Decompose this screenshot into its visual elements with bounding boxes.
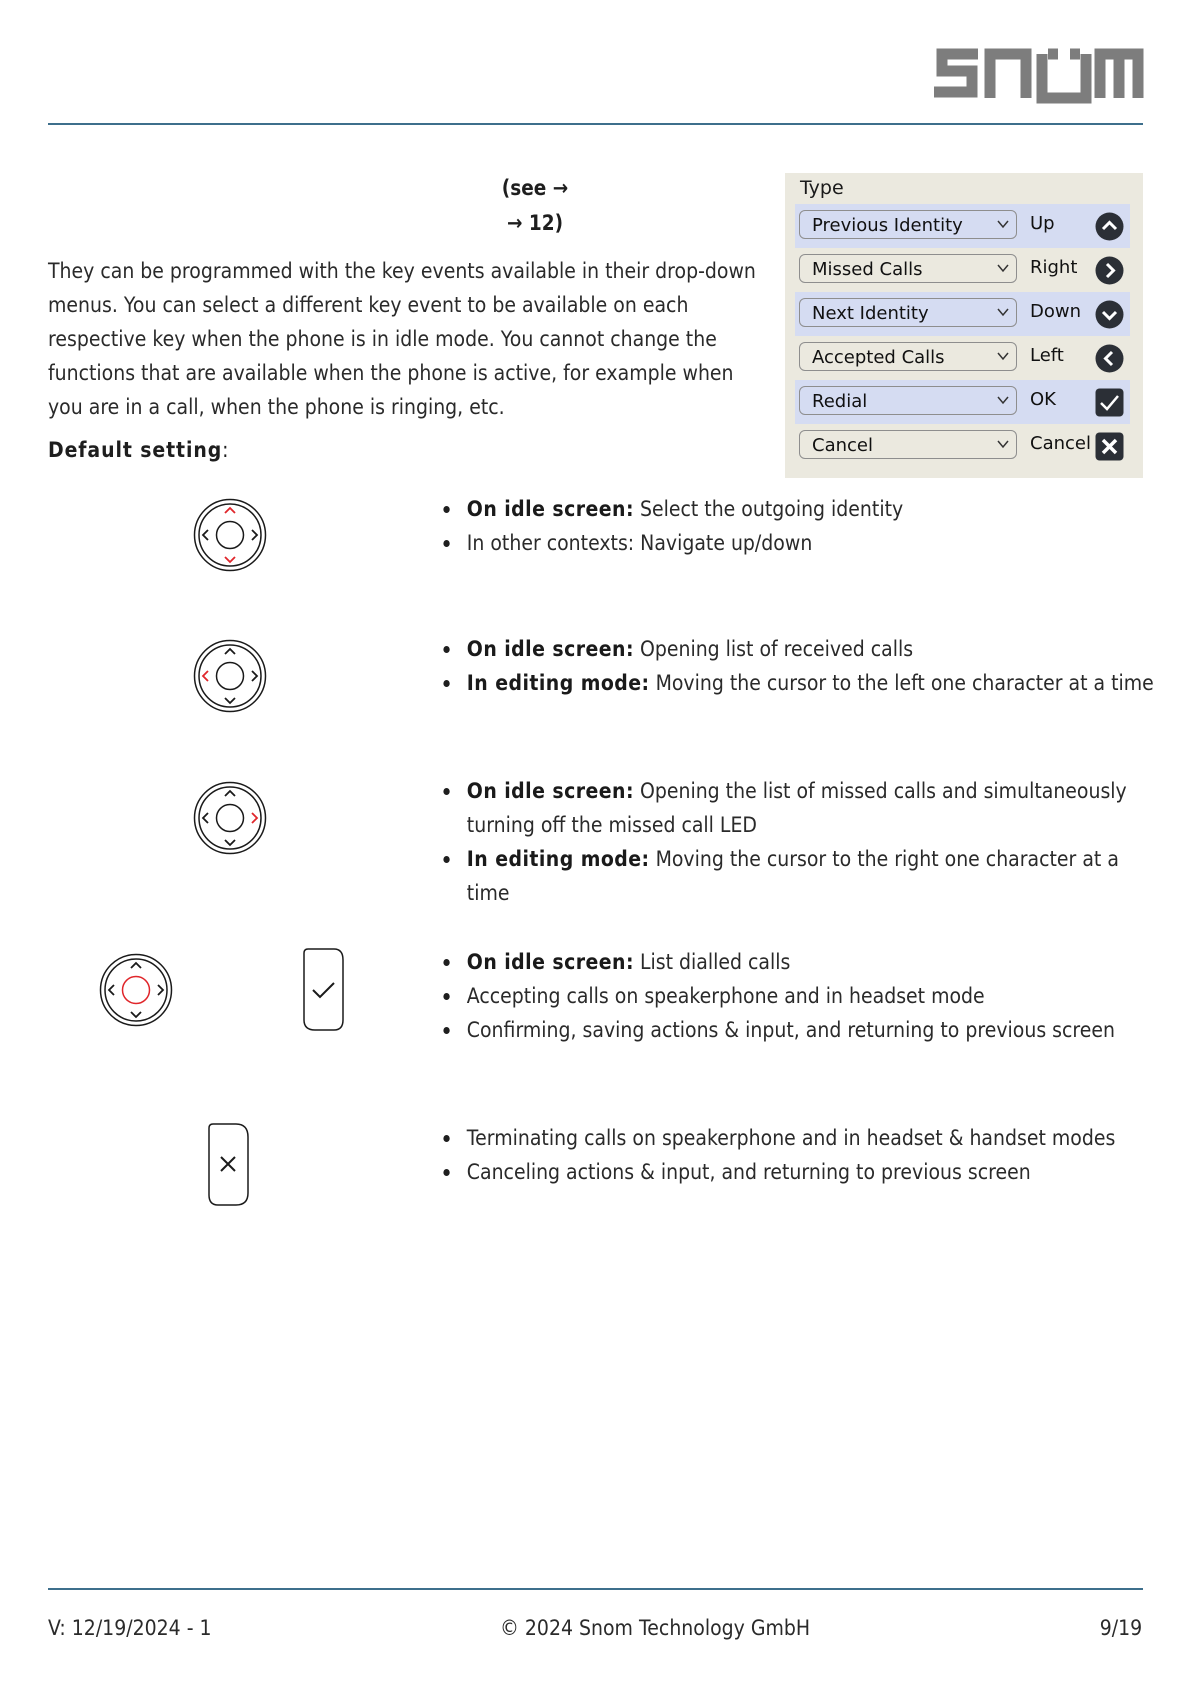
bullet-text: Opening the list of missed calls and simultaneously turning off the missed call LED (466, 779, 1127, 837)
right-key-select[interactable] (799, 254, 1017, 283)
up-key-select[interactable] (799, 210, 1017, 239)
snom-logo (930, 40, 1145, 106)
config-row-ok (795, 380, 1130, 424)
ok-key-select[interactable] (799, 386, 1017, 415)
bullet-text: List dialled calls (633, 950, 791, 974)
key-description-left (438, 632, 1158, 700)
select-value: Accepted Calls (812, 347, 945, 368)
key-label: OK (1030, 389, 1056, 410)
bullet-item (456, 666, 1158, 700)
bullet-bold: On idle screen: (466, 950, 634, 974)
cancel-key-select[interactable] (799, 430, 1017, 459)
default-setting-colon: : (222, 438, 229, 462)
bullet-text: Accepting calls on speakerphone and in headset mode (466, 984, 985, 1008)
down-arrow-circle-icon (1095, 300, 1124, 329)
default-setting-label: Default setting (48, 438, 223, 462)
see-reference-line1: (see → (501, 176, 569, 200)
bullet-item (456, 842, 1158, 910)
key-description-right (438, 774, 1158, 910)
footer-version: V: 12/19/2024 - 1 (48, 1616, 212, 1640)
bullet-text: Moving the cursor to the left one character at a time (649, 671, 1154, 695)
bullet-item (456, 1155, 1158, 1189)
config-row-cancel (795, 424, 1130, 468)
x-square-icon (1095, 432, 1124, 461)
chevron-down-icon (996, 393, 1010, 407)
left-key-select[interactable] (799, 342, 1017, 371)
bullet-item (456, 1121, 1158, 1155)
left-arrow-circle-icon (1095, 344, 1124, 373)
bullet-text: Moving the cursor to the right one character at a time (466, 847, 1119, 905)
key-label: Right (1030, 257, 1078, 278)
bullet-text: Canceling actions & input, and returning to previous screen (466, 1160, 1031, 1184)
header-rule (48, 123, 1143, 125)
footer-page-number: 9/19 (1099, 1616, 1142, 1640)
footer-copyright: © 2024 Snom Technology GmbH (500, 1616, 811, 1640)
key-label: Down (1030, 301, 1082, 322)
navigation-key-center-highlighted-icon (99, 953, 173, 1027)
bullet-item (456, 526, 1158, 560)
chevron-down-icon (996, 437, 1010, 451)
bullet-text: In other contexts: Navigate up/down (466, 531, 813, 555)
config-row-right (795, 248, 1130, 292)
bullet-text: Terminating calls on speakerphone and in headset & handset modes (466, 1126, 1116, 1150)
select-value: Missed Calls (812, 259, 923, 280)
bullet-item (456, 945, 1158, 979)
see-reference-line2: → 12) (506, 211, 564, 235)
chevron-down-icon (996, 349, 1010, 363)
chevron-down-icon (996, 261, 1010, 275)
bullet-item (456, 1013, 1158, 1047)
right-arrow-circle-icon (1095, 256, 1124, 285)
up-arrow-circle-icon (1095, 212, 1124, 241)
panel-type-label: Type (800, 177, 844, 199)
config-row-up (795, 204, 1130, 248)
bullet-item (456, 492, 1158, 526)
default-setting-heading (48, 438, 229, 462)
bullet-bold: On idle screen: (466, 637, 634, 661)
bullet-bold: On idle screen: (466, 779, 634, 803)
select-value: Next Identity (812, 303, 929, 324)
config-row-down (795, 292, 1130, 336)
key-label: Cancel (1030, 433, 1091, 454)
key-config-panel (785, 173, 1143, 478)
key-label: Up (1030, 213, 1055, 234)
navigation-key-left-highlighted-icon (193, 639, 267, 713)
cancel-x-key-icon (208, 1123, 250, 1207)
navigation-key-right-highlighted-icon (193, 781, 267, 855)
bullet-text: Confirming, saving actions & input, and returning to previous screen (466, 1018, 1116, 1042)
bullet-bold: In editing mode: (466, 671, 650, 695)
key-description-cancel (438, 1121, 1158, 1189)
down-key-select[interactable] (799, 298, 1017, 327)
config-row-left (795, 336, 1130, 380)
navigation-key-up-down-highlighted-icon (193, 498, 267, 572)
ok-check-key-icon (303, 948, 345, 1032)
checkmark-square-icon (1095, 388, 1124, 417)
chevron-down-icon (996, 305, 1010, 319)
intro-paragraph: They can be programmed with the key events available in their drop-down menus. You can select a different key event to be available on each respective key when the phone is in idle mode. You cannot change the functions that are available when the phone is active, for example when you are in a call, when the phone is ringing, etc. (48, 259, 756, 419)
bullet-item (456, 632, 1158, 666)
bullet-text: Select the outgoing identity (633, 497, 904, 521)
chevron-down-icon (996, 217, 1010, 231)
select-value: Redial (812, 391, 868, 412)
bullet-text: Opening list of received calls (633, 637, 914, 661)
bullet-item (456, 774, 1158, 842)
bullet-bold: On idle screen: (466, 497, 634, 521)
footer-rule (48, 1588, 1143, 1590)
select-value: Previous Identity (812, 215, 963, 236)
bullet-item (456, 979, 1158, 1013)
select-value: Cancel (812, 435, 873, 456)
key-label: Left (1030, 345, 1064, 366)
bullet-bold: In editing mode: (466, 847, 650, 871)
key-description-up-down (438, 492, 1158, 560)
key-description-ok (438, 945, 1158, 1047)
